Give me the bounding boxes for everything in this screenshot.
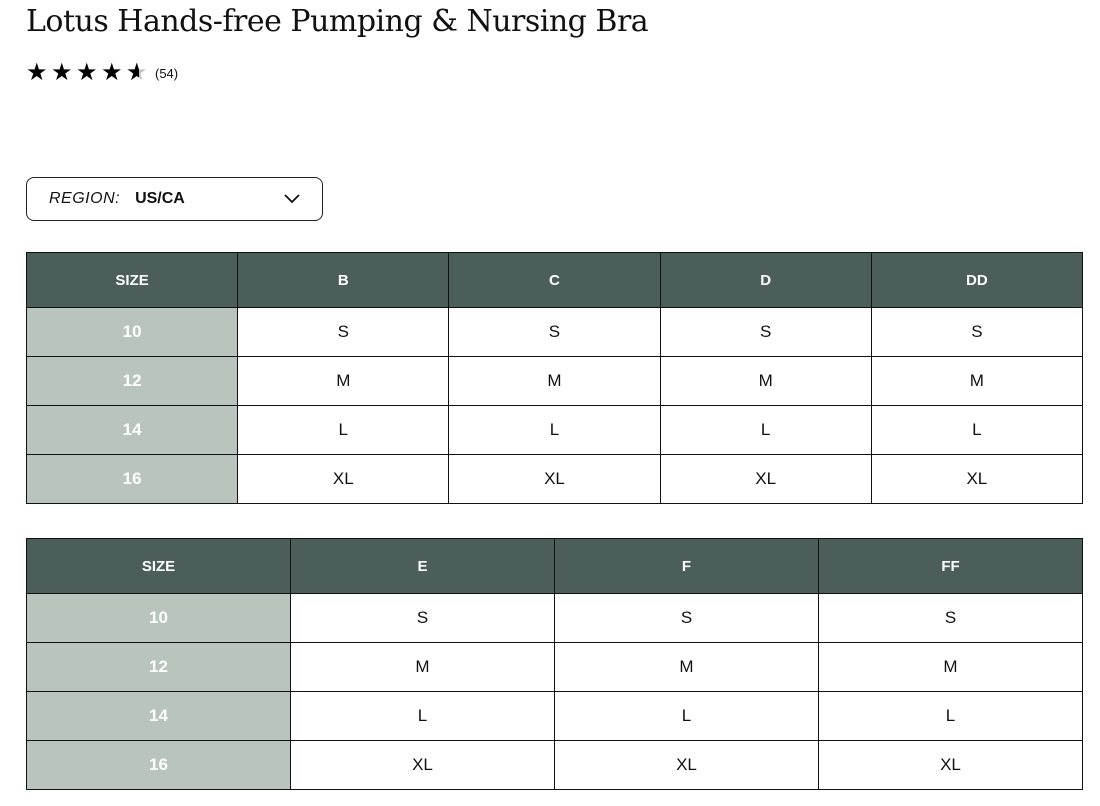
size-cell: XL: [238, 455, 449, 504]
star-full-icon: ★: [26, 59, 48, 86]
column-header: B: [238, 253, 449, 308]
size-cell: XL: [871, 455, 1082, 504]
header-row: [27, 253, 1083, 308]
size-cell: M: [555, 643, 819, 692]
table-row: [27, 594, 1083, 643]
size-cell: S: [819, 594, 1083, 643]
band-size-cell: 12: [27, 643, 291, 692]
size-chart-table-2: [26, 538, 1083, 790]
column-header: FF: [819, 539, 1083, 594]
size-cell: M: [819, 643, 1083, 692]
size-cell: S: [291, 594, 555, 643]
band-size-cell: 10: [27, 308, 238, 357]
star-half-icon: ★ ★: [126, 60, 151, 86]
size-cell: L: [871, 406, 1082, 455]
size-cell: M: [238, 357, 449, 406]
band-size-cell: 12: [27, 357, 238, 406]
column-header: DD: [871, 253, 1082, 308]
size-cell: S: [555, 594, 819, 643]
column-header: SIZE: [27, 253, 238, 308]
size-cell: S: [449, 308, 660, 357]
review-count[interactable]: (54): [155, 65, 179, 81]
table-row: [27, 643, 1083, 692]
size-cell: M: [291, 643, 555, 692]
size-cell: M: [660, 357, 871, 406]
size-cell: XL: [660, 455, 871, 504]
size-cell: XL: [449, 455, 660, 504]
size-cell: L: [449, 406, 660, 455]
size-cell: L: [238, 406, 449, 455]
size-cell: S: [238, 308, 449, 357]
size-cell: L: [819, 692, 1083, 741]
size-chart-table-1: [26, 252, 1083, 504]
size-cell: L: [291, 692, 555, 741]
column-header: F: [555, 539, 819, 594]
table-row: [27, 455, 1083, 504]
column-header: SIZE: [27, 539, 291, 594]
size-cell: L: [555, 692, 819, 741]
region-label: REGION:: [49, 190, 121, 207]
product-title: Lotus Hands-free Pumping & Nursing Bra: [26, 4, 649, 39]
band-size-cell: 16: [27, 741, 291, 790]
table-row: [27, 741, 1083, 790]
table-row: [27, 406, 1083, 455]
size-cell: XL: [555, 741, 819, 790]
region-value: US/CA: [135, 190, 185, 207]
table-row: [27, 692, 1083, 741]
table-row: [27, 308, 1083, 357]
band-size-cell: 16: [27, 455, 238, 504]
star-full-icon: ★: [101, 59, 123, 86]
rating[interactable]: [26, 60, 178, 86]
table-row: [27, 357, 1083, 406]
column-header: C: [449, 253, 660, 308]
region-select[interactable]: [26, 177, 323, 221]
star-full-icon: ★: [51, 59, 73, 86]
header-row: [27, 539, 1083, 594]
size-cell: M: [871, 357, 1082, 406]
band-size-cell: 10: [27, 594, 291, 643]
band-size-cell: 14: [27, 406, 238, 455]
band-size-cell: 14: [27, 692, 291, 741]
size-cell: XL: [291, 741, 555, 790]
chevron-down-icon: [284, 194, 300, 204]
size-cell: S: [871, 308, 1082, 357]
size-cell: XL: [819, 741, 1083, 790]
star-full-icon: ★: [76, 59, 98, 86]
column-header: D: [660, 253, 871, 308]
size-cell: M: [449, 357, 660, 406]
size-cell: L: [660, 406, 871, 455]
size-cell: S: [660, 308, 871, 357]
column-header: E: [291, 539, 555, 594]
